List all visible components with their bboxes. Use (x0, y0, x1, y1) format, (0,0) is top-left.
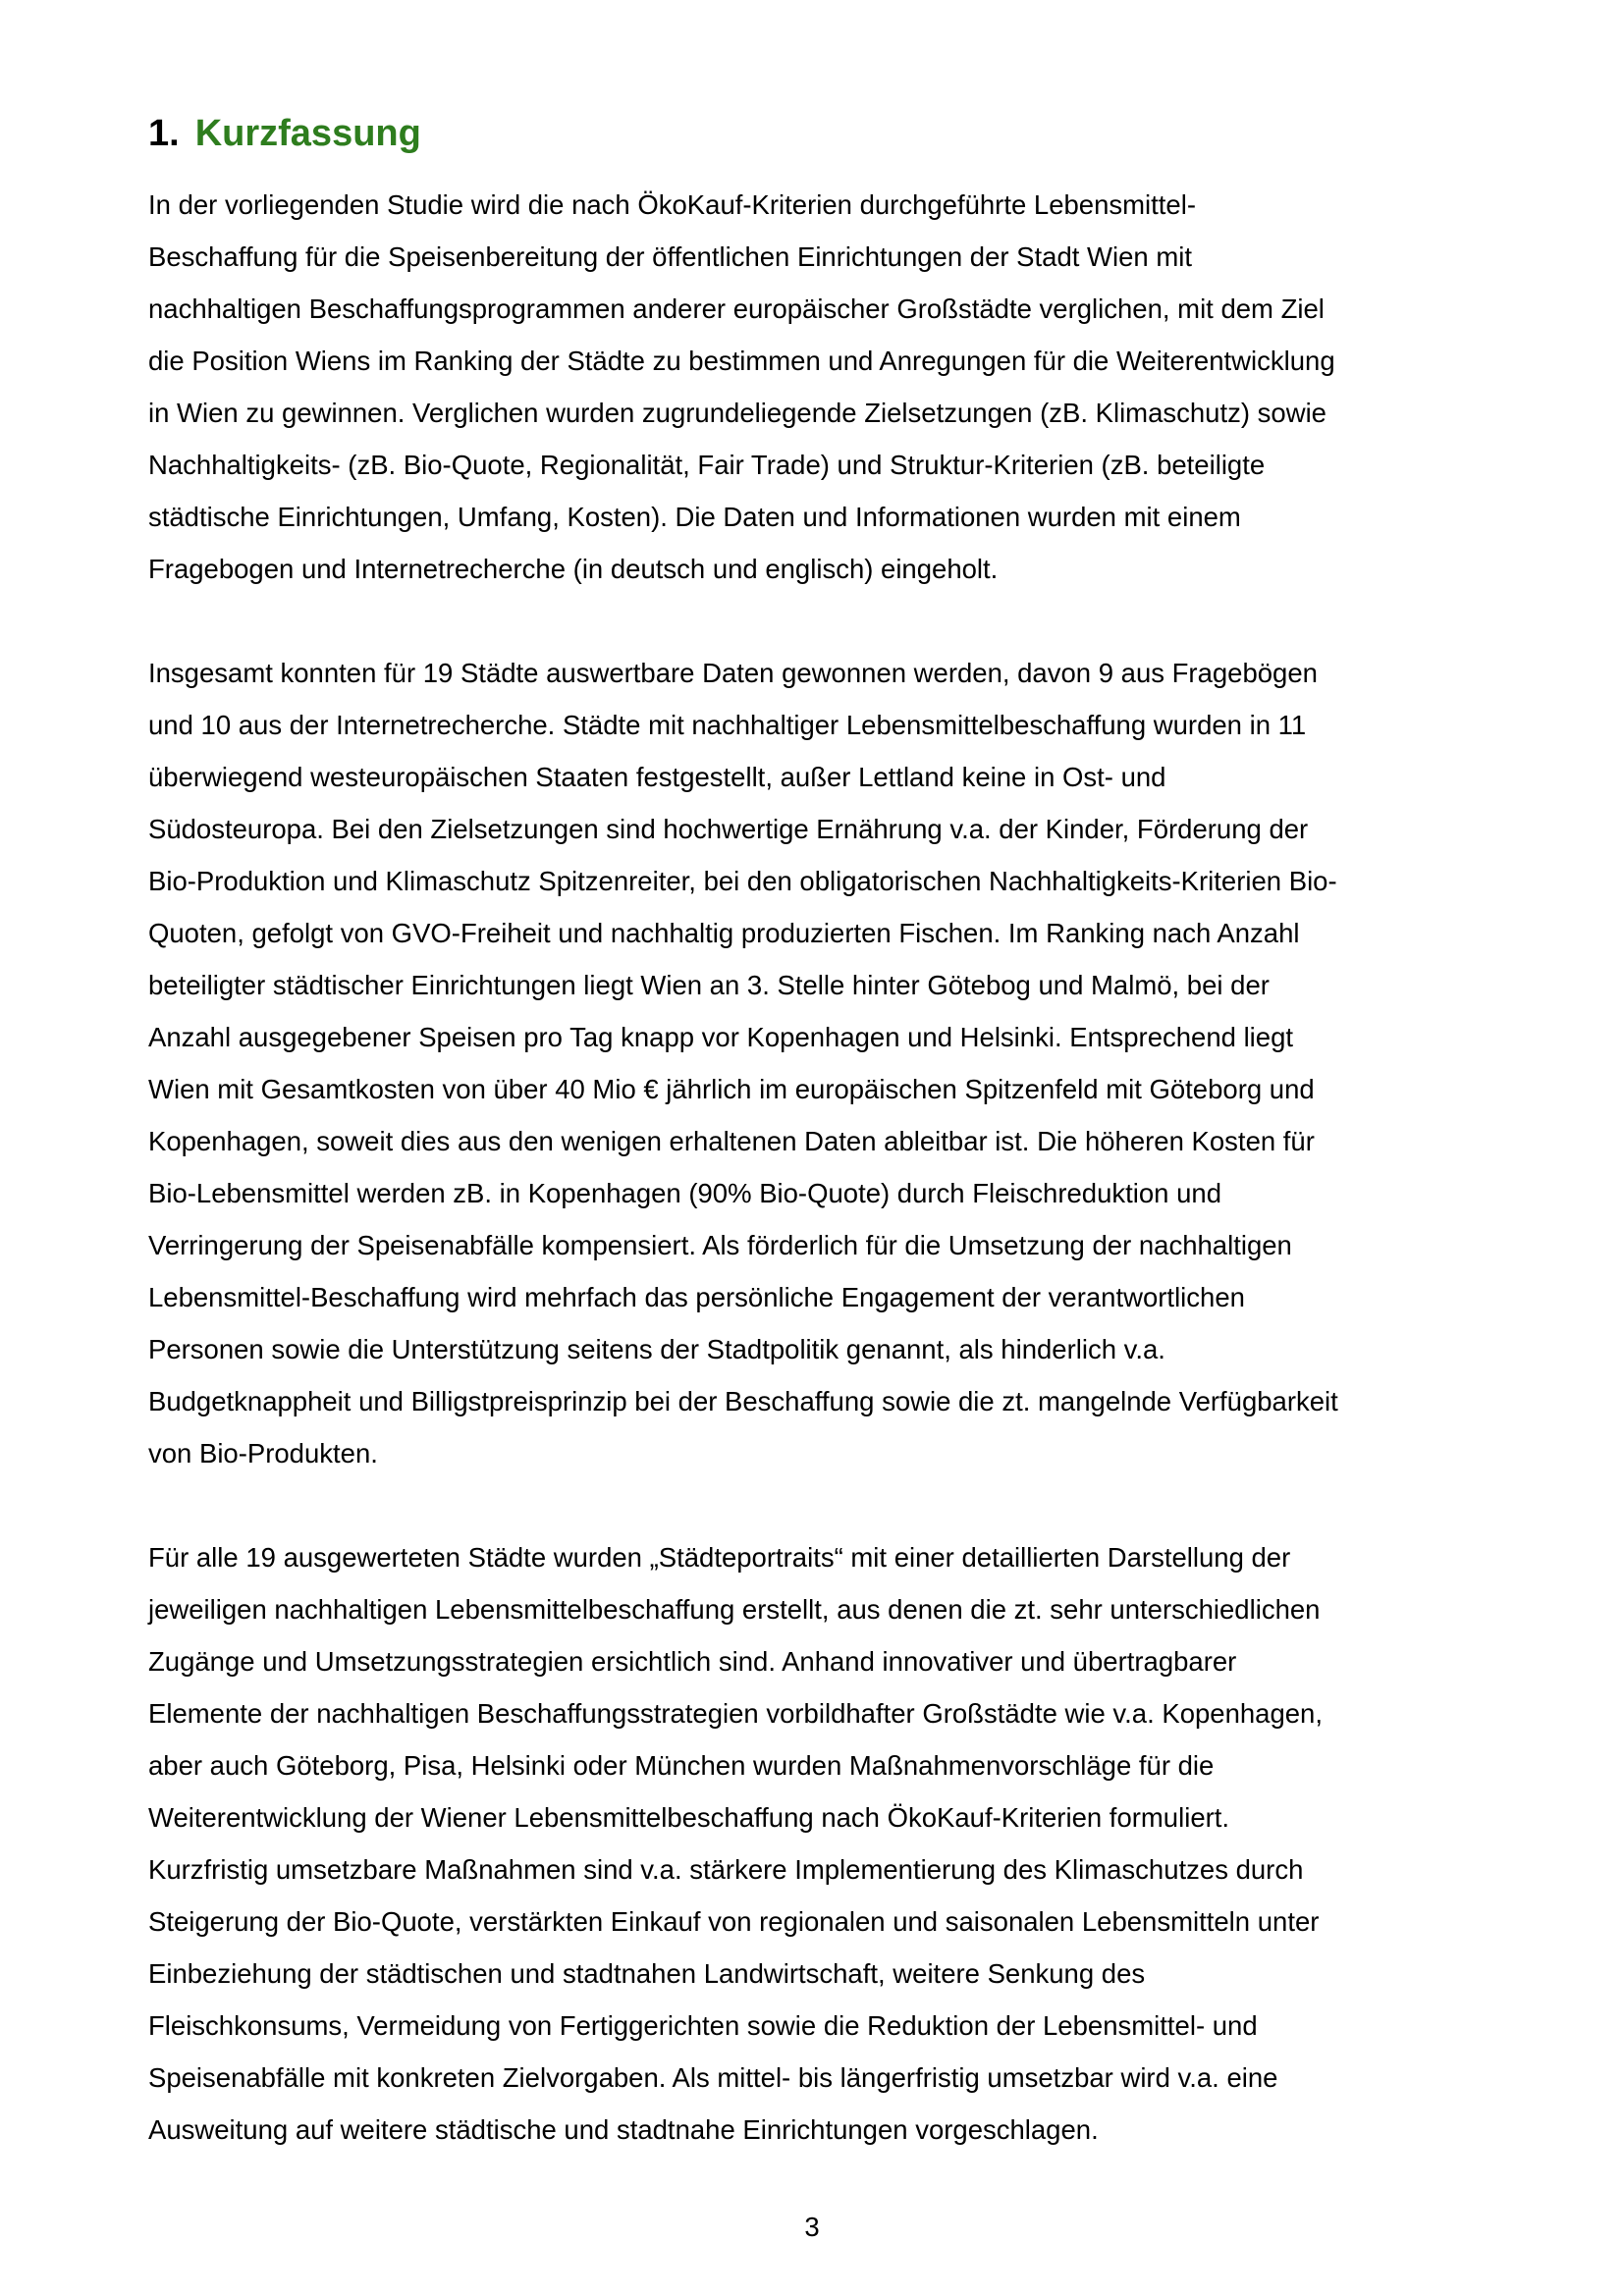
document-page (148, 110, 1493, 2156)
paragraph (148, 179, 1493, 595)
text-line: Anzahl ausgegebener Speisen pro Tag knapp vor Kopenhagen und Helsinki. Entsprechend liegt (148, 1022, 1294, 1052)
text-line: Speisenabfälle mit konkreten Zielvorgaben. Als mittel- bis längerfristig umsetzbar wird v.a. eine (148, 2062, 1278, 2093)
text-line: beteiligter städtischer Einrichtungen liegt Wien an 3. Stelle hinter Götebog und Malmö, bei der (148, 970, 1270, 1000)
text-line: Wien mit Gesamtkosten von über 40 Mio € jährlich im europäischen Spitzenfeld mit Göteborg und (148, 1074, 1315, 1104)
text-line: städtische Einrichtungen, Umfang, Kosten). Die Daten und Informationen wurden mit einem (148, 502, 1241, 532)
text-line: Budgetknappheit und Billigstpreisprinzip bei der Beschaffung sowie die zt. mangelnde Verfügbarkeit (148, 1386, 1338, 1416)
text-line: jeweiligen nachhaltigen Lebensmittelbeschaffung erstellt, aus denen die zt. sehr unterschiedlichen (148, 1594, 1321, 1625)
paragraph (148, 647, 1493, 1479)
text-line: Für alle 19 ausgewerteten Städte wurden „Städteportraits“ mit einer detaillierten Darstellung der (148, 1542, 1291, 1573)
text-line: Einbeziehung der städtischen und stadtnahen Landwirtschaft, weitere Senkung des (148, 1958, 1146, 1989)
text-line: überwiegend westeuropäischen Staaten festgestellt, außer Lettland keine in Ost- und (148, 762, 1166, 792)
text-line: Bio-Produktion und Klimaschutz Spitzenreiter, bei den obligatorischen Nachhaltigkeits-Kriterien Bio- (148, 866, 1337, 896)
text-line: von Bio-Produkten. (148, 1438, 378, 1468)
text-line: die Position Wiens im Ranking der Städte zu bestimmen und Anregungen für die Weiterentwicklung (148, 346, 1335, 376)
body-text (148, 179, 1493, 2156)
text-line: Weiterentwicklung der Wiener Lebensmittelbeschaffung nach ÖkoKauf-Kriterien formuliert. (148, 1802, 1230, 1833)
text-line: Personen sowie die Unterstützung seitens der Stadtpolitik genannt, als hinderlich v.a. (148, 1334, 1165, 1364)
text-line: Nachhaltigkeits- (zB. Bio-Quote, Regionalität, Fair Trade) und Struktur-Kriterien (zB. beteiligte (148, 450, 1266, 480)
text-line: Fleischkonsums, Vermeidung von Fertiggerichten sowie die Reduktion der Lebensmittel- und (148, 2010, 1258, 2041)
text-line: in Wien zu gewinnen. Verglichen wurden zugrundeliegende Zielsetzungen (zB. Klimaschutz) sowie (148, 398, 1326, 428)
text-line: Fragebogen und Internetrecherche (in deutsch und englisch) eingeholt. (148, 554, 999, 584)
section-heading (148, 110, 1493, 157)
text-line: Elemente der nachhaltigen Beschaffungsstrategien vorbildhafter Großstädte wie v.a. Kopenhagen, (148, 1698, 1323, 1729)
text-line: Bio-Lebensmittel werden zB. in Kopenhagen (90% Bio-Quote) durch Fleischreduktion und (148, 1178, 1221, 1208)
text-line: aber auch Göteborg, Pisa, Helsinki oder München wurden Maßnahmenvorschläge für die (148, 1750, 1215, 1781)
section-number: 1. (148, 113, 180, 154)
text-line: In der vorliegenden Studie wird die nach ÖkoKauf-Kriterien durchgeführte Lebensmittel- (148, 189, 1196, 220)
text-line: Kurzfristig umsetzbare Maßnahmen sind v.a. stärkere Implementierung des Klimaschutzes durch (148, 1854, 1304, 1885)
text-line: Kopenhagen, soweit dies aus den wenigen erhaltenen Daten ableitbar ist. Die höheren Kosten für (148, 1126, 1315, 1156)
text-line: Ausweitung auf weitere städtische und stadtnahe Einrichtungen vorgeschlagen. (148, 2114, 1099, 2145)
text-line: Lebensmittel-Beschaffung wird mehrfach das persönliche Engagement der verantwortlichen (148, 1282, 1245, 1312)
text-line: Zugänge und Umsetzungsstrategien ersichtlich sind. Anhand innovativer und übertragbarer (148, 1646, 1237, 1677)
section-title: Kurzfassung (194, 113, 421, 154)
paragraph (148, 1531, 1493, 2156)
text-line: Beschaffung für die Speisenbereitung der öffentlichen Einrichtungen der Stadt Wien mit (148, 241, 1192, 272)
text-line: Insgesamt konnten für 19 Städte auswertbare Daten gewonnen werden, davon 9 aus Fragebögen (148, 658, 1318, 688)
text-line: Quoten, gefolgt von GVO-Freiheit und nachhaltig produzierten Fischen. Im Ranking nach Anzahl (148, 918, 1300, 948)
text-line: Verringerung der Speisenabfälle kompensiert. Als förderlich für die Umsetzung der nachhaltigen (148, 1230, 1292, 1260)
text-line: nachhaltigen Beschaffungsprogrammen anderer europäischer Großstädte verglichen, mit dem Ziel (148, 294, 1325, 324)
text-line: Südosteuropa. Bei den Zielsetzungen sind hochwertige Ernährung v.a. der Kinder, Förderung der (148, 814, 1309, 844)
text-line: und 10 aus der Internetrecherche. Städte mit nachhaltiger Lebensmittelbeschaffung wurden in 11 (148, 710, 1307, 740)
text-line: Steigerung der Bio-Quote, verstärkten Einkauf von regionalen und saisonalen Lebensmitteln unter (148, 1906, 1320, 1937)
page-number: 3 (804, 2212, 820, 2242)
